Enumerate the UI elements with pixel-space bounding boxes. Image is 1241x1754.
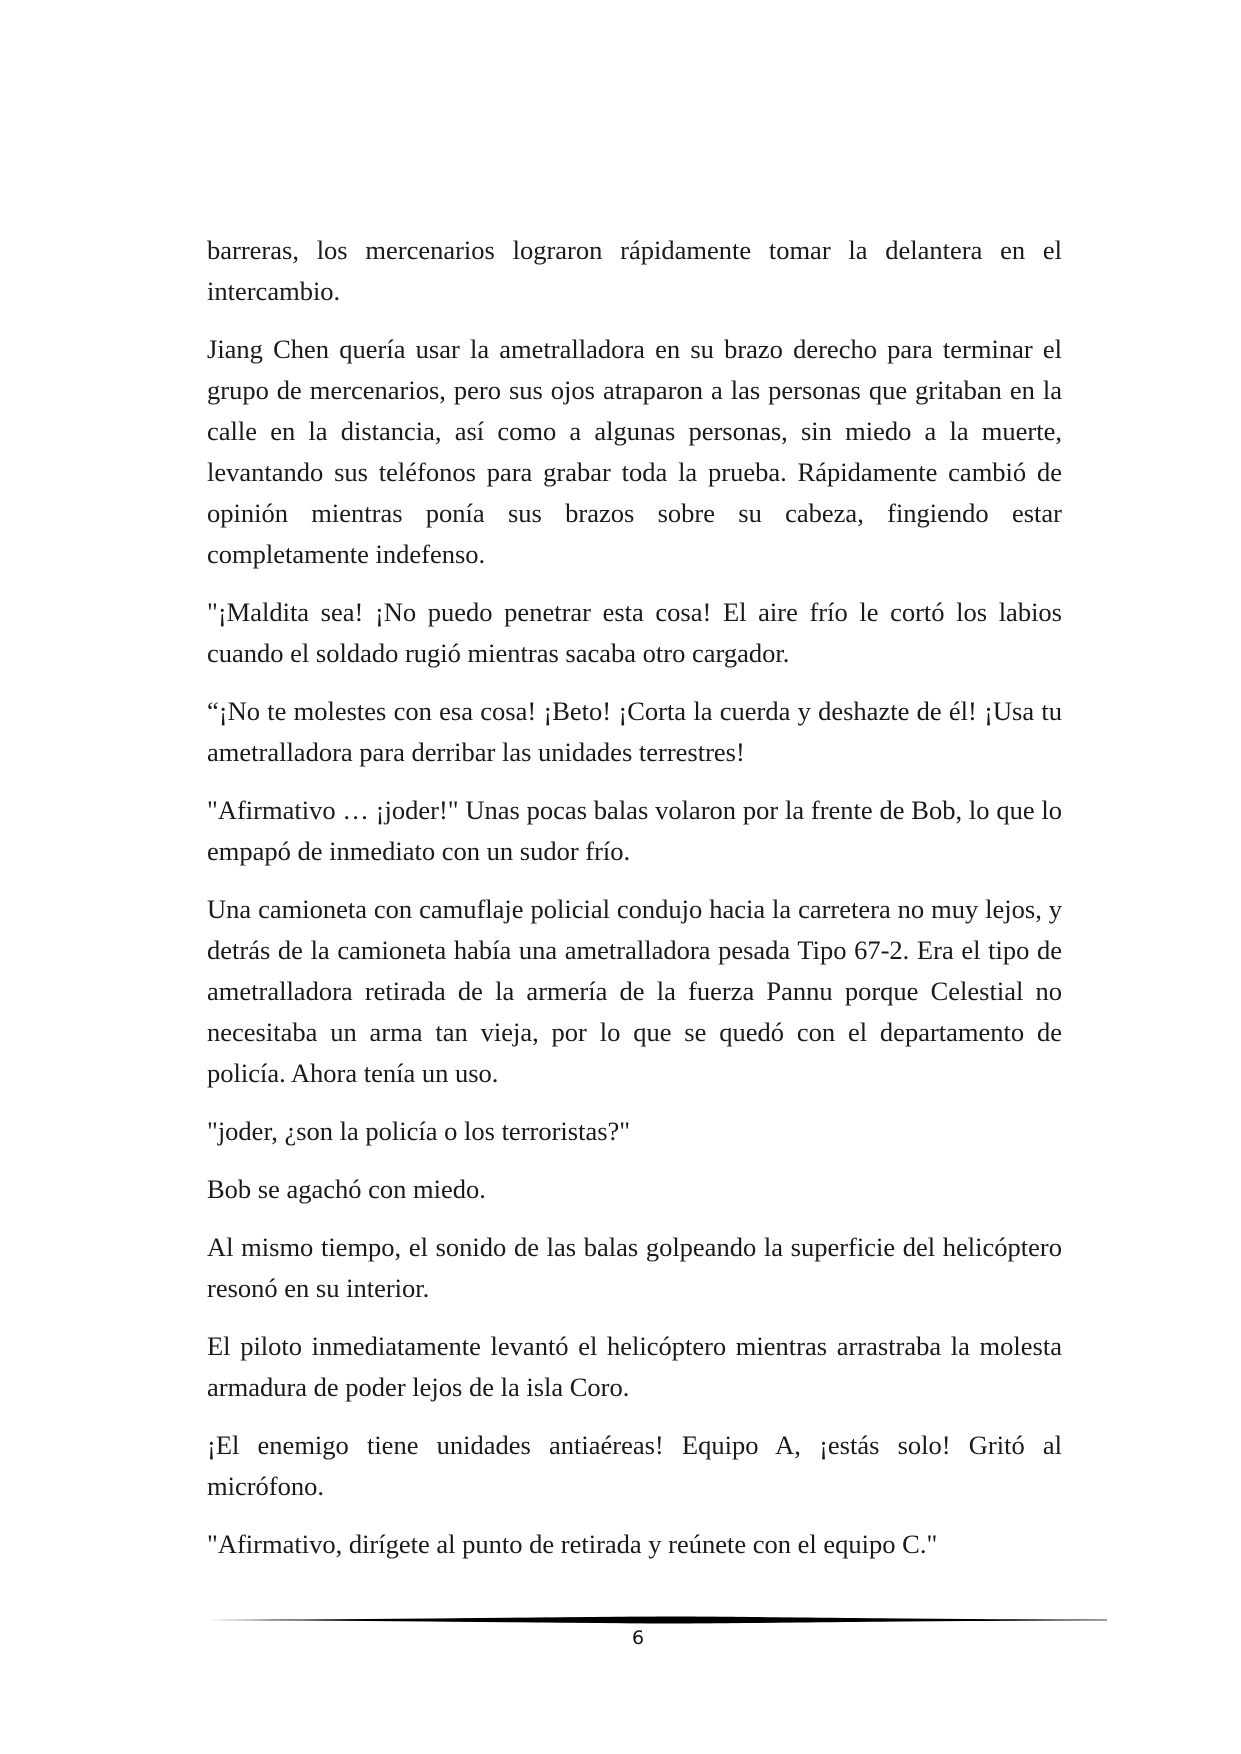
body-text — [207, 230, 1062, 1582]
paragraph: ¡El enemigo tiene unidades antiaéreas! Equipo A, ¡estás solo! Gritó al micrófono. — [207, 1430, 1062, 1501]
paragraph: "joder, ¿son la policía o los terroristas?" — [207, 1116, 631, 1146]
footer-rule — [207, 1615, 1107, 1625]
page-number: 6 — [631, 1627, 645, 1649]
paragraph: Una camioneta con camuflaje policial condujo hacia la carretera no muy lejos, y detrás de la camioneta había una ametralladora pesada Tipo 67-2. Era el tipo de ametralladora retirada de la armería de la fuerza Pannu porque Celestial no necesitaba un arma tan vieja, por lo que se quedó con el departamento de policía. Ahora tenía un uso. — [207, 894, 1062, 1088]
paragraph: barreras, los mercenarios lograron rápidamente tomar la delantera en el intercambio. — [207, 235, 1062, 306]
paragraph: El piloto inmediatamente levantó el helicóptero mientras arrastraba la molesta armadura de poder lejos de la isla Coro. — [207, 1331, 1062, 1402]
paragraph: “¡No te molestes con esa cosa! ¡Beto! ¡Corta la cuerda y deshazte de él! ¡Usa tu ametralladora para derribar las unidades terrestres! — [207, 696, 1062, 767]
paragraph: Al mismo tiempo, el sonido de las balas golpeando la superficie del helicóptero resonó en su interior. — [207, 1232, 1062, 1303]
paragraph: Jiang Chen quería usar la ametralladora en su brazo derecho para terminar el grupo de mercenarios, pero sus ojos atraparon a las personas que gritaban en la calle en la distancia, así como a algunas personas, sin miedo a la muerte, levantando sus teléfonos para grabar toda la prueba. Rápidamente cambió de opinión mientras ponía sus brazos sobre su cabeza, fingiendo estar completamente indefenso. — [207, 334, 1062, 569]
paragraph: "Afirmativo … ¡joder!" Unas pocas balas volaron por la frente de Bob, lo que lo empapó de inmediato con un sudor frío. — [207, 795, 1062, 866]
paragraph: "Afirmativo, dirígete al punto de retirada y reúnete con el equipo C." — [207, 1529, 938, 1559]
paragraph: "¡Maldita sea! ¡No puedo penetrar esta cosa! El aire frío le cortó los labios cuando el soldado rugió mientras sacaba otro cargador. — [207, 597, 1062, 668]
paragraph: Bob se agachó con miedo. — [207, 1174, 486, 1204]
